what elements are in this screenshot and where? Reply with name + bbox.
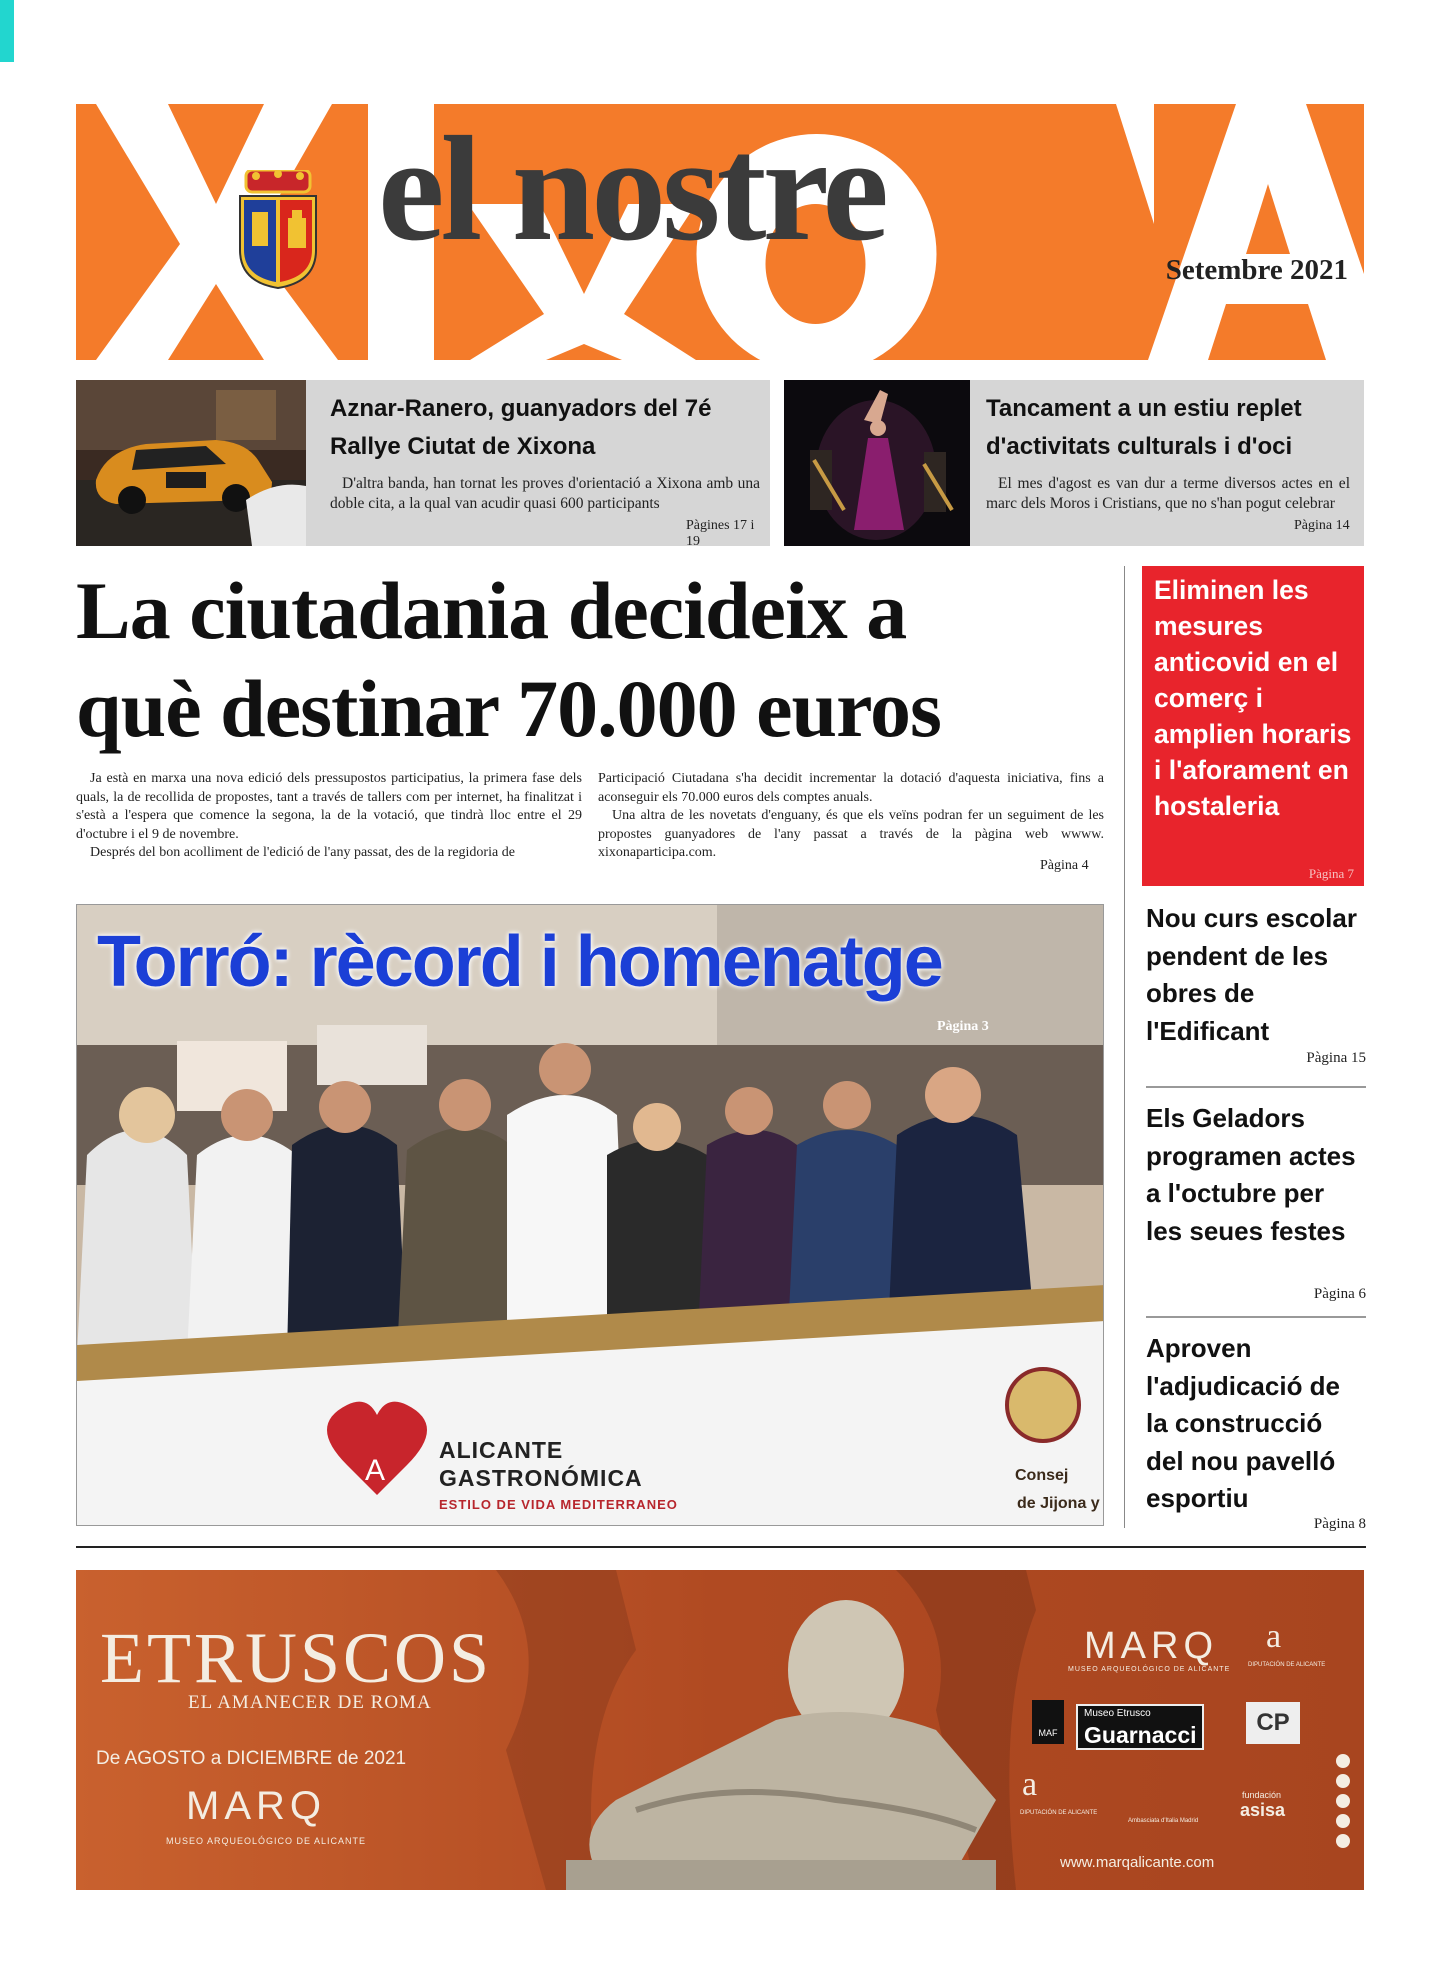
- page-divider: [76, 1546, 1366, 1548]
- teaser-culture[interactable]: [784, 380, 1364, 546]
- sidebar-item-school[interactable]: Nou curs escolar pendent de les obres de l'Edificant: [1146, 903, 1357, 1046]
- teaser-rally-text: D'altra banda, han tornat les proves d'orientació a Xixona amb una doble cita, a la qual van acudir quasi 600 participants: [330, 475, 760, 512]
- ad-subtitle: EL AMANECER DE ROMA: [188, 1692, 432, 1713]
- issue-date: Setembre 2021: [1165, 254, 1348, 286]
- marq-logo: MARQ: [186, 1784, 326, 1828]
- teaser-culture-text: El mes d'agost es van dur a terme diversos actes en el marc dels Moros i Cristians, que no s'han pogut celebrar: [986, 475, 1350, 512]
- youtube-icon[interactable]: [1336, 1814, 1350, 1828]
- instagram-icon[interactable]: [1336, 1794, 1350, 1808]
- sidebar-highlight[interactable]: [1142, 566, 1364, 886]
- main-story-column-2: [598, 770, 1104, 863]
- banner-jijona: de Jijona y: [1017, 1495, 1100, 1512]
- sidebar-item-page: Pàgina 15: [1306, 1050, 1366, 1066]
- diputacion-logo: a: [1266, 1618, 1282, 1655]
- main-headline-line2: què destinar 70.000 euros: [76, 663, 941, 754]
- facebook-icon[interactable]: [1336, 1754, 1350, 1768]
- teaser-culture-page: Pàgina 14: [1294, 518, 1350, 533]
- rally-car-photo: [76, 380, 306, 546]
- sidebar-item-page: Pàgina 6: [1313, 1286, 1366, 1302]
- torro-page: Pàgina 3: [937, 1019, 989, 1034]
- fundacion-label: fundación: [1242, 1790, 1282, 1800]
- banner-gastronomica: GASTRONÓMICA: [439, 1465, 643, 1491]
- dancer-photo: [784, 380, 970, 546]
- main-story-column-1: [76, 770, 582, 863]
- marq-logo-subtitle: MUSEO ARQUEOLÓGICO DE ALICANTE: [166, 1836, 367, 1846]
- main-headline[interactable]: [76, 562, 1110, 758]
- torro-photo-story[interactable]: [76, 904, 1104, 1526]
- sidebar-item-pavello[interactable]: Aproven l'adjudicació de la construcció del nou pavelló esportiu: [1146, 1333, 1341, 1513]
- ad-dates: De AGOSTO a DICIEMBRE de 2021: [96, 1748, 407, 1769]
- sidebar-highlight-title: Eliminen les mesures anticovid en el comerç i amplien horaris i l'aforament en hostaleria: [1154, 575, 1352, 821]
- vimeo-icon[interactable]: [1336, 1834, 1350, 1848]
- marq-logo-right-subtitle: MUSEO ARQUEOLÓGICO DE ALICANTE: [1068, 1666, 1231, 1673]
- main-story-paragraph: Participació Ciutadana s'ha decidit incrementar la dotació d'aquesta iniciativa, fins a aconseguir els 70.000 euros dels comptes anuals.: [598, 771, 1104, 805]
- teaser-rally[interactable]: [76, 380, 770, 549]
- banner-alicante: ALICANTE: [439, 1437, 564, 1463]
- teaser-rally-page: Pàgines 17 i 19: [686, 518, 755, 549]
- teaser-culture-title-line1: Tancament a un estiu replet: [986, 395, 1302, 422]
- banner-consejo: Consej: [1015, 1467, 1069, 1484]
- museo-etrusco-label: Museo Etrusco: [1084, 1708, 1151, 1719]
- main-story-paragraph: Ja està en marxa una nova edició dels pressupostos participatius, la primera fase dels quals, la de recollida de propostes, tant a través de tallers com per internet, ha finalitzat i s'està a l'espera que comence la segona, la de la votació, que tindrà lloc entre el 29 d'octubre i el 9 de novembre.: [76, 771, 582, 842]
- main-story-paragraph: Una altra de les novetats d'enguany, és que els veïns podran fer un seguiment de les propostes guanyadores de l'any passat a través de la pàgina web wwww. xixonaparticipa.com.: [598, 808, 1104, 860]
- twitter-icon[interactable]: [1336, 1774, 1350, 1788]
- embassy-logo-text: Ambasciata d'Italia Madrid: [1128, 1818, 1199, 1824]
- sidebar-highlight-page: Pàgina 7: [1308, 866, 1354, 881]
- maf-logo: MAF: [1032, 1700, 1064, 1744]
- diputacion-logo-text: DIPUTACIÓN DE ALICANTE: [1248, 1662, 1326, 1668]
- main-story-paragraph: Després del bon acolliment de l'edició de l'any passat, des de la regidoria de: [90, 845, 515, 860]
- coat-of-arms-logo: [236, 170, 320, 290]
- main-headline-line1: La ciutadania decideix a: [76, 565, 907, 656]
- marq-logo-right: MARQ: [1084, 1625, 1218, 1667]
- guarnacci-logo: [1076, 1704, 1204, 1750]
- ad-url[interactable]: www.marqalicante.com: [1060, 1854, 1215, 1871]
- banner-tagline: ESTILO DE VIDA MEDITERRANEO: [439, 1497, 678, 1512]
- diputacion-logo-2-text: DIPUTACIÓN DE ALICANTE: [1020, 1810, 1098, 1816]
- guarnacci-label: Guarnacci: [1084, 1722, 1197, 1748]
- diputacion-logo-2: a: [1022, 1766, 1038, 1803]
- sidebar-divider: [1124, 566, 1125, 1528]
- teaser-culture-title-line2: d'activitats culturals i d'oci: [986, 433, 1293, 460]
- sidebar-item-page: Pàgina 8: [1313, 1516, 1366, 1532]
- etruscos-advertisement[interactable]: [76, 1570, 1364, 1890]
- teaser-rally-title-line1: Aznar-Ranero, guanyadors del 7é: [330, 395, 712, 422]
- svg-text:A: A: [365, 1454, 386, 1487]
- masthead: [76, 104, 1364, 360]
- main-story-page: Pàgina 4: [1040, 858, 1089, 873]
- asisa-logo: asisa: [1240, 1800, 1286, 1820]
- torro-headline: Torró: rècord i homenatge: [97, 922, 942, 1002]
- corner-marker: [0, 0, 14, 62]
- sidebar-separator: [1146, 1316, 1366, 1318]
- sidebar-separator: [1146, 1086, 1366, 1088]
- sidebar-item-geladors[interactable]: Els Geladors programen actes a l'octubre per les seues festes: [1146, 1103, 1356, 1246]
- cp-logo: CP: [1246, 1702, 1300, 1744]
- ad-title: ETRUSCOS: [100, 1618, 493, 1698]
- masthead-title: el nostre: [378, 106, 885, 272]
- teaser-rally-title-line2: Rallye Ciutat de Xixona: [330, 433, 596, 460]
